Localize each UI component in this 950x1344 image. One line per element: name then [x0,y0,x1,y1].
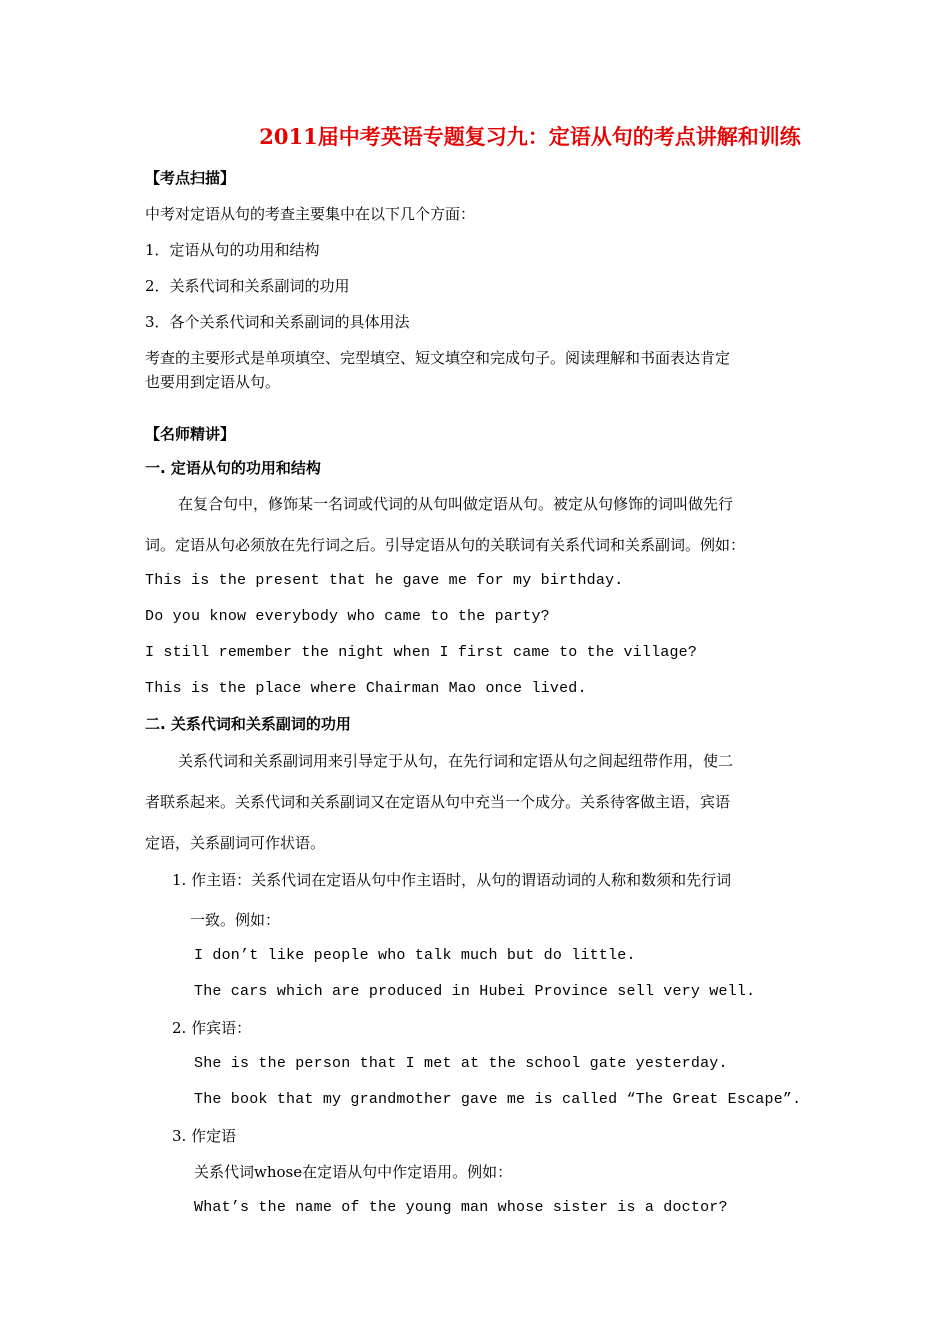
section-2-para-line-2: 者联系起来。关系代词和关系副词又在定语从句中充当一个成分。关系待客做主语，宾语 [145,793,731,811]
example-sentence: I don’t like people who talk much but do little. [194,947,636,964]
scan-heading: 【考点扫描】 [145,169,236,187]
section-2-para-line-1: 关系代词和关系副词用来引导定于从句，在先行词和定语从句之间起纽带作用，使二 [178,752,734,770]
point-3-note: 关系代词whose在定语从句中作定语用。例如： [194,1163,513,1181]
example-sentence: This is the present that he gave me for my birthday. [145,572,624,589]
example-sentence: She is the person that I met at the school gate yesterday. [194,1055,728,1072]
example-sentence: Do you know everybody who came to the party? [145,608,550,625]
example-sentence: What’s the name of the young man whose sister is a doctor? [194,1199,728,1216]
section-2-para-line-3: 定语，关系副词可作状语。 [145,834,326,852]
example-sentence: The cars which are produced in Hubei Province sell very well. [194,983,756,1000]
example-sentence: I still remember the night when I first came to the village? [145,644,698,661]
section-1-para-line-2: 词。定语从句必须放在先行词之后。引导定语从句的关联词有关系代词和关系副词。例如： [145,536,746,554]
scan-form-line-1: 考查的主要形式是单项填空、完型填空、短文填空和完成句子。阅读理解和书面表达肯定 [145,349,731,367]
example-sentence: This is the place where Chairman Mao once lived. [145,680,587,697]
scan-intro: 中考对定语从句的考查主要集中在以下几个方面： [145,205,476,223]
scan-item-2: 2．关系代词和关系副词的功用 [145,277,350,295]
point-3-title: 3. 作定语 [172,1127,237,1145]
section-1-title: 一. 定语从句的功用和结构 [145,459,321,477]
document-title: 2011届中考英语专题复习九：定语从句的考点讲解和训练 [259,124,801,149]
scan-item-1: 1．定语从句的功用和结构 [145,241,320,259]
scan-form-line-2: 也要用到定语从句。 [145,373,281,391]
point-1-line-2: 一致。例如： [190,911,281,929]
example-sentence: The book that my grandmother gave me is called “The Great Escape”. [194,1091,802,1108]
point-2-title: 2. 作宾语： [172,1019,252,1037]
scan-item-3: 3．各个关系代词和关系副词的具体用法 [145,313,410,331]
section-2-title: 二. 关系代词和关系副词的功用 [145,715,351,733]
section-1-para-line-1: 在复合句中，修饰某一名词或代词的从句叫做定语从句。被定从句修饰的词叫做先行 [178,495,734,513]
teacher-heading: 【名师精讲】 [145,425,236,443]
point-1-line-1: 1. 作主语：关系代词在定语从句中作主语时，从句的谓语动词的人称和数须和先行词 [172,871,732,889]
